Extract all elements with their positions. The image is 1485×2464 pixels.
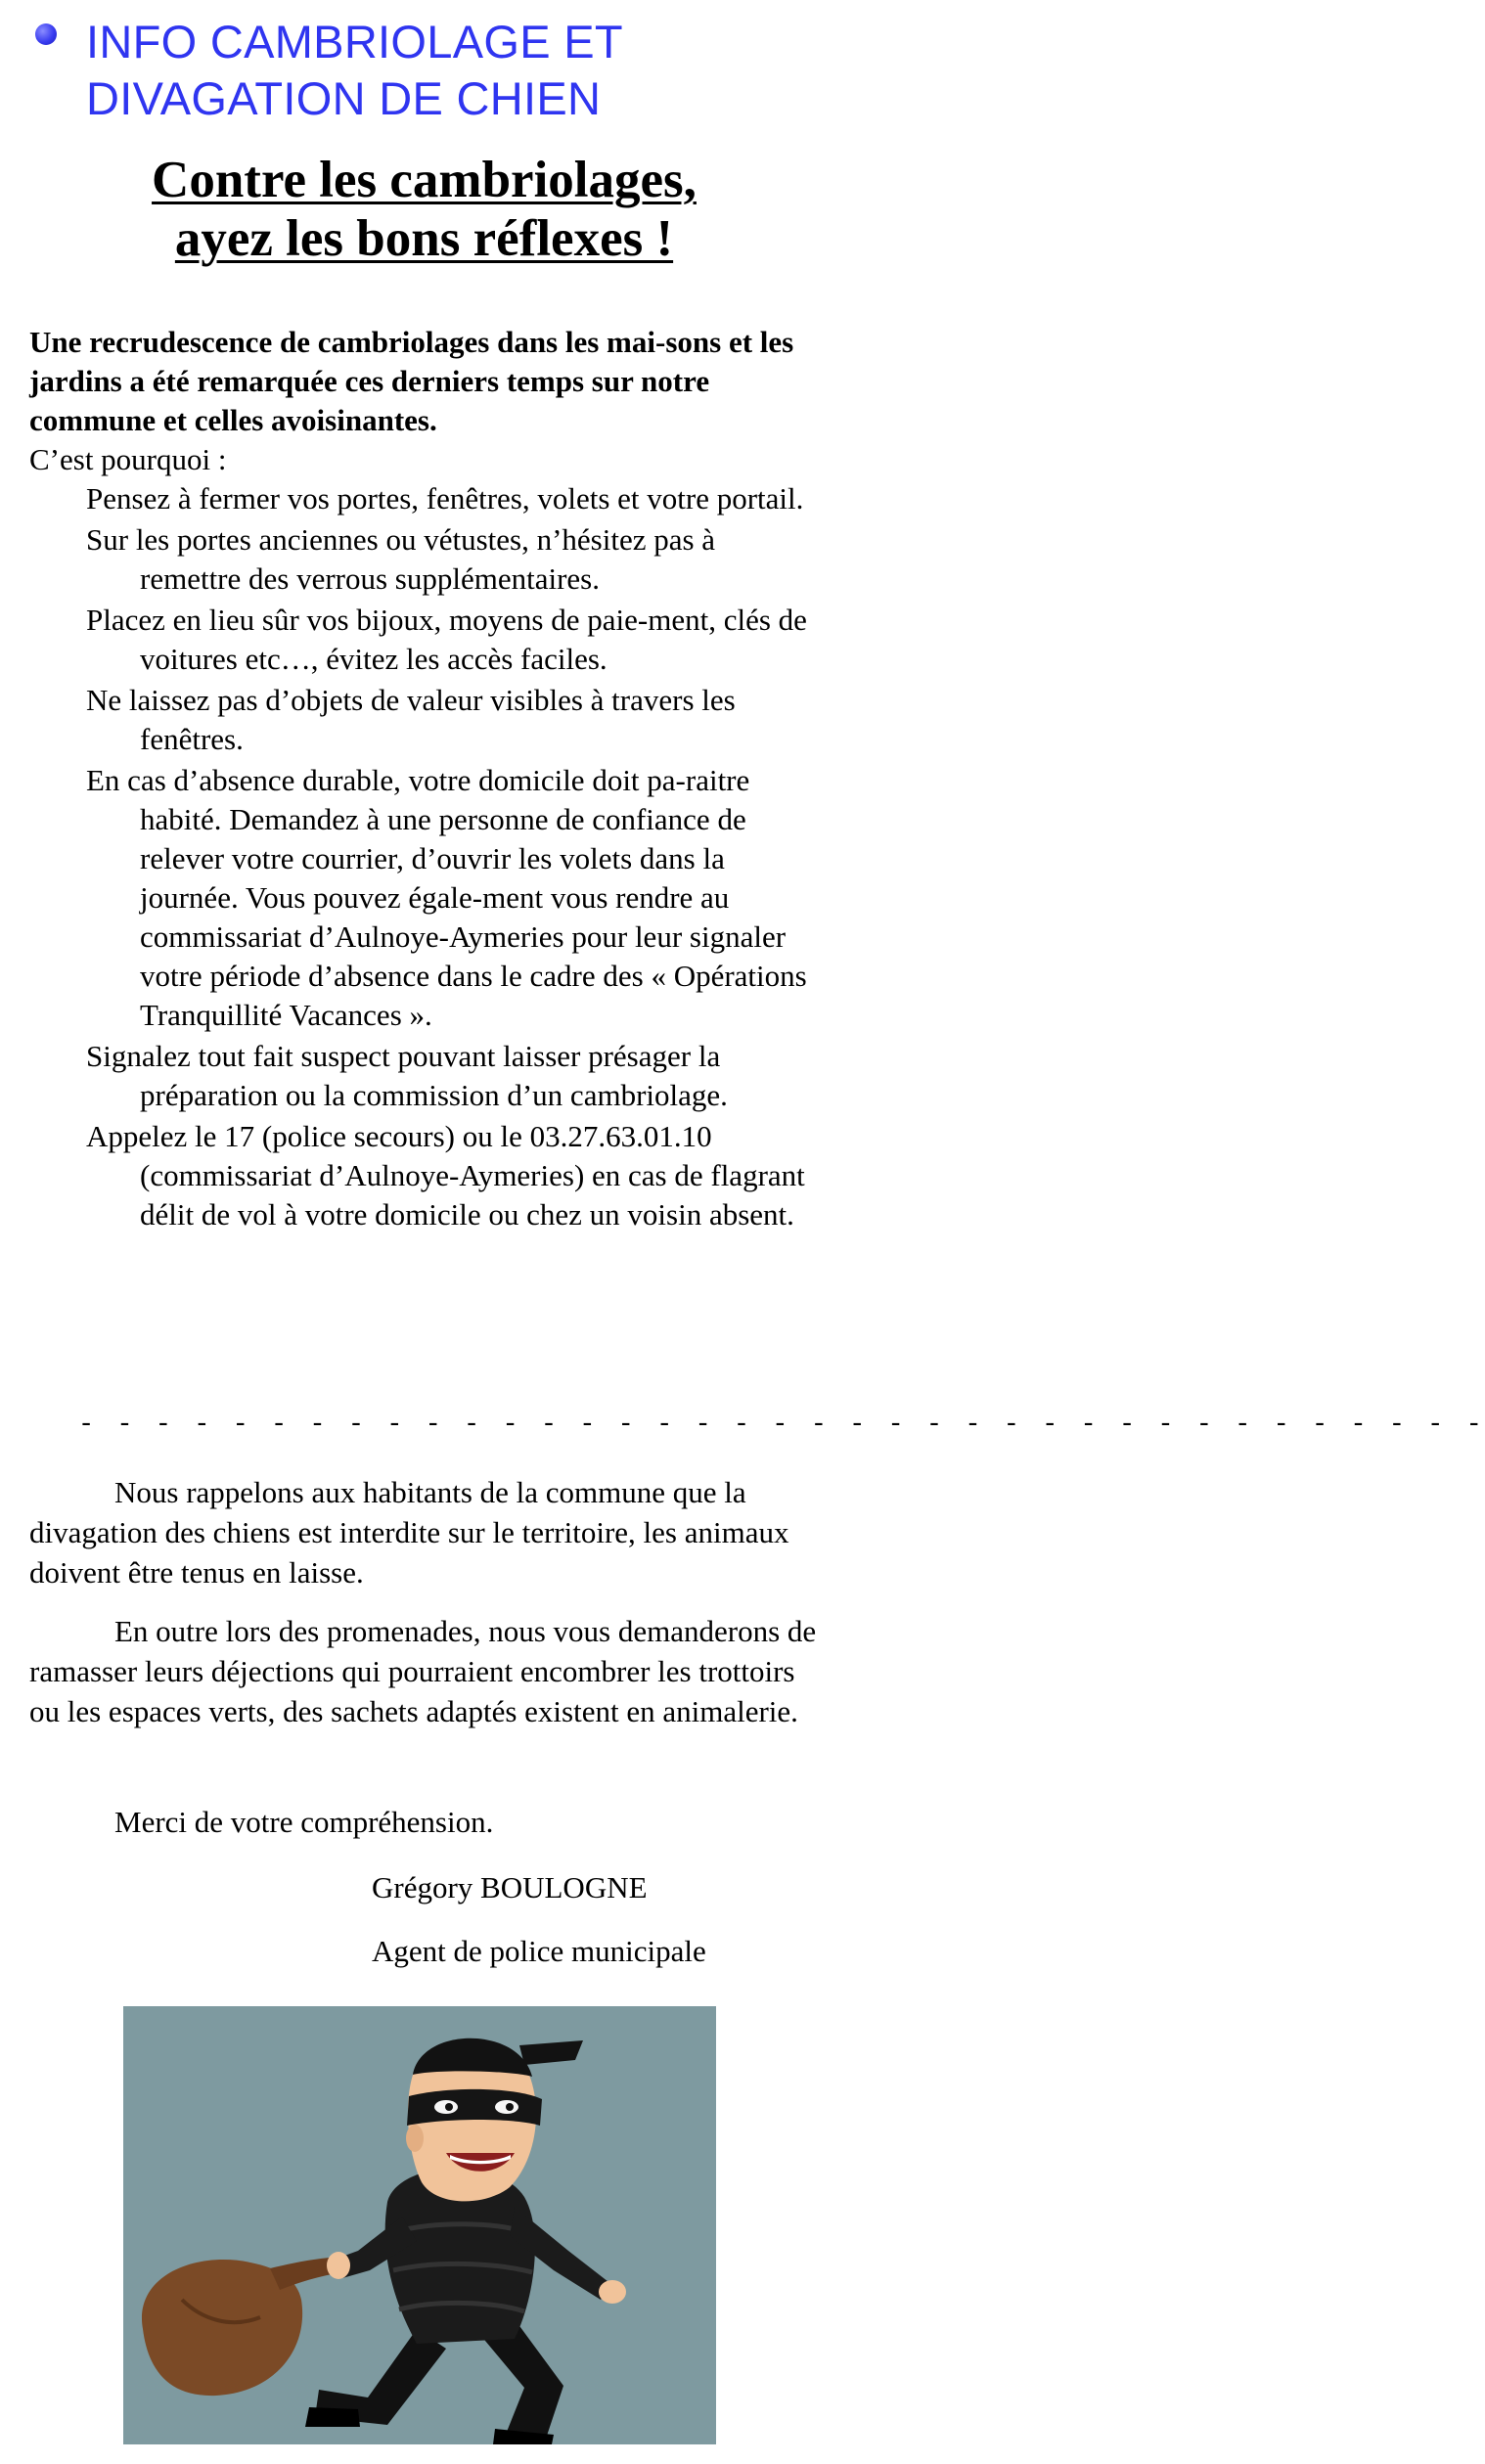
signature-name: Grégory BOULOGNE [372, 1870, 648, 1904]
tip-item: Ne laissez pas d’objets de valeur visibles à travers les fenêtres. [86, 683, 736, 756]
tip-item: En cas d’absence durable, votre domicile doit pa-raitre habité. Demandez à une personne de confiance de relever votre courrier, d’ouvrir les volets dans la journée. Vous pouvez égale-ment vous rendre au commissariat d’Aulnoye-Aymeries pour leur signaler votre période d’absence dans le cadre des « Opérations Tranquillité Vacances ». [86, 763, 807, 1032]
signature-role: Agent de police municipale [372, 1934, 706, 1968]
dog-notice [29, 1472, 822, 1750]
dashed-separator: - - - - - - - - - - - - - - - - - - - - - - - - - - - - - - - - - - - - - [78, 1411, 1485, 1440]
bullet-icon [35, 23, 57, 45]
section-title-line-1: INFO CAMBRIOLAGE ET [86, 16, 623, 67]
dog-notice-paragraph-2: En outre lors des promenades, nous vous demanderons de ramasser leurs déjections qui pourraient encombrer les trottoirs ou les espaces verts, des sachets adaptés existent en animalerie. [29, 1614, 817, 1728]
tip-item: Appelez le 17 (police secours) ou le 03.27.63.01.10 (commissariat d’Aulnoye-Aymeries) en cas de flagrant délit de vol à votre domicile ou chez un voisin absent. [86, 1119, 805, 1232]
burglar-drawing [123, 2006, 716, 2444]
tips-list [29, 479, 822, 1234]
section-title-line-2: DIVAGATION DE CHIEN [86, 72, 602, 124]
headline [0, 151, 848, 268]
tip-item: Pensez à fermer vos portes, fenêtres, volets et votre portail. [86, 481, 804, 515]
tip-item: Placez en lieu sûr vos bijoux, moyens de paie-ment, clés de voitures etc…, évitez les accès faciles. [86, 603, 807, 676]
section-title [86, 14, 623, 127]
burglar-illustration [123, 2006, 716, 2444]
intro-paragraph: Une recrudescence de cambriolages dans les mai-sons et les jardins a été remarquée ces derniers temps sur notre commune et celles avoisinantes. [29, 325, 794, 437]
loot-bag-icon [142, 2257, 342, 2396]
thanks-text: Merci de votre compréhension. [114, 1805, 494, 1839]
burglar-head [406, 2038, 583, 2202]
tip-item: Sur les portes anciennes ou vétustes, n’hésitez pas à remettre des verrous supplémentaires. [86, 522, 716, 596]
dog-notice-paragraph-1: Nous rappelons aux habitants de la commune que la divagation des chiens est interdite sur le territoire, les animaux doivent être tenus en laisse. [29, 1475, 789, 1590]
tip-item: Signalez tout fait suspect pouvant laisser présager la préparation ou la commission d’un cambriolage. [86, 1039, 728, 1112]
headline-line-1: Contre les cambriolages, [152, 152, 697, 208]
headline-line-2: ayez les bons réflexes ! [174, 210, 674, 267]
lead-text: C’est pourquoi : [29, 442, 227, 476]
article-body [29, 323, 822, 1236]
